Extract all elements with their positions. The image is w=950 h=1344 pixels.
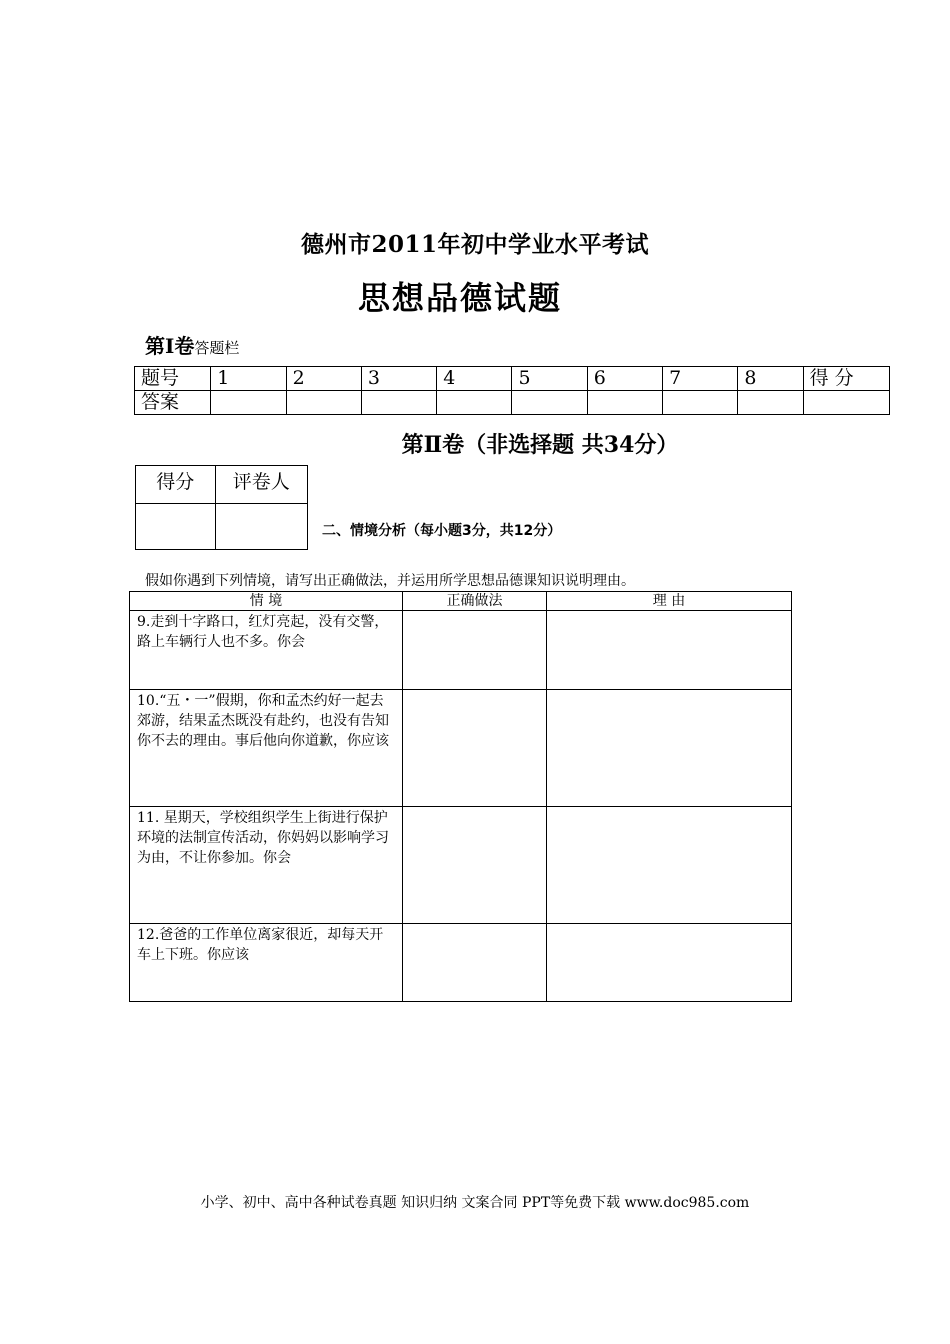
table-row (130, 611, 792, 690)
question-number-header: 题号 (135, 367, 211, 391)
answer-row-label: 答案 (135, 391, 211, 415)
instruction-text: 假如你遇到下列情境，请写出正确做法，并运用所学思想品德课知识说明理由。 (145, 573, 635, 589)
question-number: 2 (286, 367, 361, 391)
score-header: 得 分 (803, 367, 889, 391)
answer-cell[interactable] (361, 391, 436, 415)
reason-cell[interactable] (547, 924, 792, 1002)
table-row (130, 924, 792, 1002)
part1-suffix: 答题栏 (194, 339, 240, 357)
part1-label: 第Ⅰ卷 (145, 334, 195, 358)
score-box (135, 465, 308, 550)
scenario-table (129, 591, 792, 1002)
scenario-text: 11. 星期天，学校组织学生上街进行保护环境的法制宣传活动，你妈妈以影响学习为由，不让你参加。你会 (130, 807, 403, 924)
correct-action-cell[interactable] (403, 807, 547, 924)
correct-action-cell[interactable] (403, 924, 547, 1002)
grader-entry[interactable] (215, 504, 307, 550)
exam-title: 德州市2011年初中学业水平考试 (300, 231, 649, 258)
subject-title: 思想品德试题 (357, 279, 562, 317)
reason-cell[interactable] (547, 611, 792, 690)
question-number: 4 (437, 367, 512, 391)
scenario-table-header (130, 592, 792, 611)
grader-label: 评卷人 (215, 466, 307, 504)
section-title: 二、情境分析（每小题3分，共12分） (322, 523, 562, 539)
table-row (130, 690, 792, 807)
reason-cell[interactable] (547, 807, 792, 924)
question-number: 6 (587, 367, 662, 391)
part1-heading (145, 330, 239, 359)
question-number: 8 (738, 367, 803, 391)
header-correct-action: 正确做法 (403, 592, 547, 611)
part2-heading: 第Ⅱ卷（非选择题 共34分） (401, 432, 679, 458)
correct-action-cell[interactable] (403, 690, 547, 807)
question-number: 7 (663, 367, 738, 391)
answer-cell[interactable] (286, 391, 361, 415)
score-cell[interactable] (803, 391, 889, 415)
scenario-text: 9.走到十字路口，红灯亮起，没有交警，路上车辆行人也不多。你会 (130, 611, 403, 690)
reason-cell[interactable] (547, 690, 792, 807)
answer-grid-number-row (135, 367, 890, 391)
score-entry[interactable] (136, 504, 216, 550)
answer-cell[interactable] (587, 391, 662, 415)
question-number: 3 (361, 367, 436, 391)
scenario-text: 12.爸爸的工作单位离家很近，却每天开车上下班。你应该 (130, 924, 403, 1002)
table-row (130, 807, 792, 924)
answer-cell[interactable] (738, 391, 803, 415)
header-scenario: 情 境 (130, 592, 403, 611)
answer-grid-answer-row (135, 391, 890, 415)
correct-action-cell[interactable] (403, 611, 547, 690)
footer-text: 小学、初中、高中各种试卷真题 知识归纳 文案合同 PPT等免费下载 www.doc985.com (200, 1195, 750, 1211)
score-label: 得分 (136, 466, 216, 504)
question-number: 5 (512, 367, 587, 391)
answer-cell[interactable] (512, 391, 587, 415)
answer-cell[interactable] (211, 391, 286, 415)
answer-grid (134, 366, 890, 415)
scenario-text: 10.“五・一”假期，你和孟杰约好一起去郊游，结果孟杰既没有赴约，也没有告知你不去的理由。事后他向你道歉，你应该 (130, 690, 403, 807)
header-reason: 理 由 (547, 592, 792, 611)
answer-cell[interactable] (437, 391, 512, 415)
question-number: 1 (211, 367, 286, 391)
answer-cell[interactable] (663, 391, 738, 415)
